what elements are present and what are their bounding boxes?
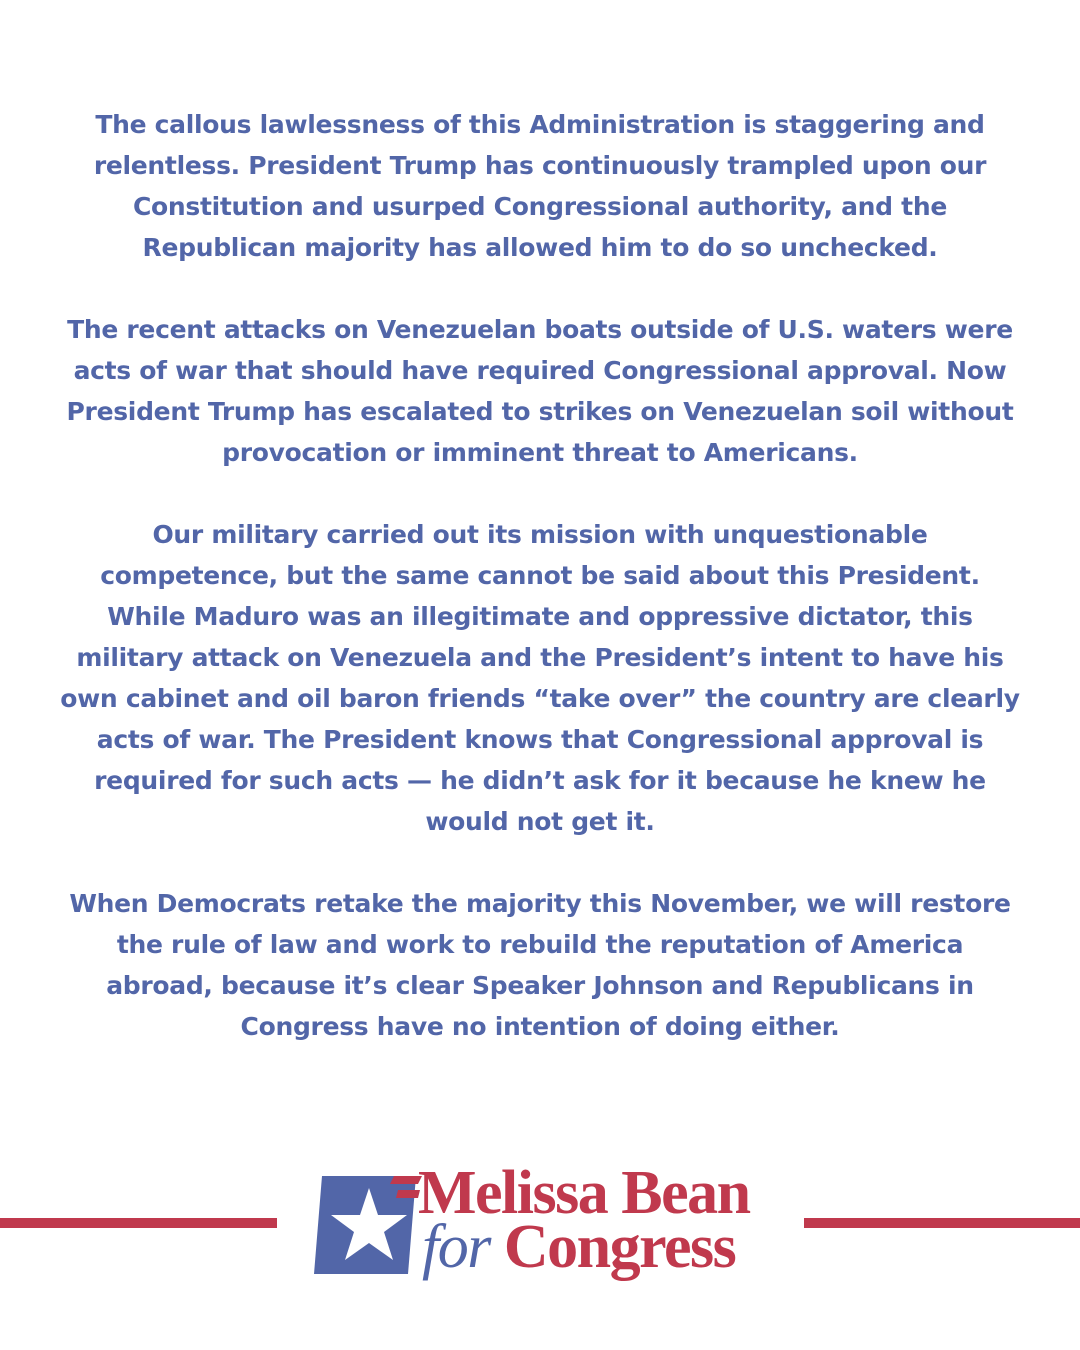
statement-paragraph-4: When Democrats retake the majority this November, we will restore the rule of law and work to rebuild the reputation of America abroad, because it’s clear Speaker Johnson and Republicans in Congress have no intention of doing either. [69, 889, 1011, 1041]
logo-for-text: for [422, 1213, 490, 1281]
press-statement [60, 104, 1020, 1088]
star-icon [314, 1170, 424, 1280]
logo-tagline [422, 1213, 736, 1281]
logo-congress-text: Congress [503, 1213, 736, 1281]
statement-paragraph-3: Our military carried out its mission with unquestionable competence, but the same cannot be said about this President. While Maduro was an illegitimate and oppressive dictator, this military attack on Venezuela and the President’s intent to have his own cabinet and oil baron friends “take over” the country are clearly acts of war. The President knows that Congressional approval is required for such acts — he didn’t ask for it because he knew he would not get it. [60, 520, 1020, 836]
logo-candidate-name: Melissa Bean [418, 1159, 750, 1227]
footer-divider-right [804, 1218, 1080, 1228]
campaign-logo [310, 1160, 785, 1290]
footer-divider-left [0, 1218, 277, 1228]
statement-paragraph-2: The recent attacks on Venezuelan boats outside of U.S. waters were acts of war that should have required Congressional approval. Now President Trump has escalated to strikes on Venezuelan soil without provocation or imminent threat to Americans. [66, 315, 1014, 467]
statement-paragraph-1: The callous lawlessness of this Administration is staggering and relentless. President Trump has continuously trampled upon our Constitution and usurped Congressional authority, and the Republican majority has allowed him to do so unchecked. [93, 110, 987, 262]
